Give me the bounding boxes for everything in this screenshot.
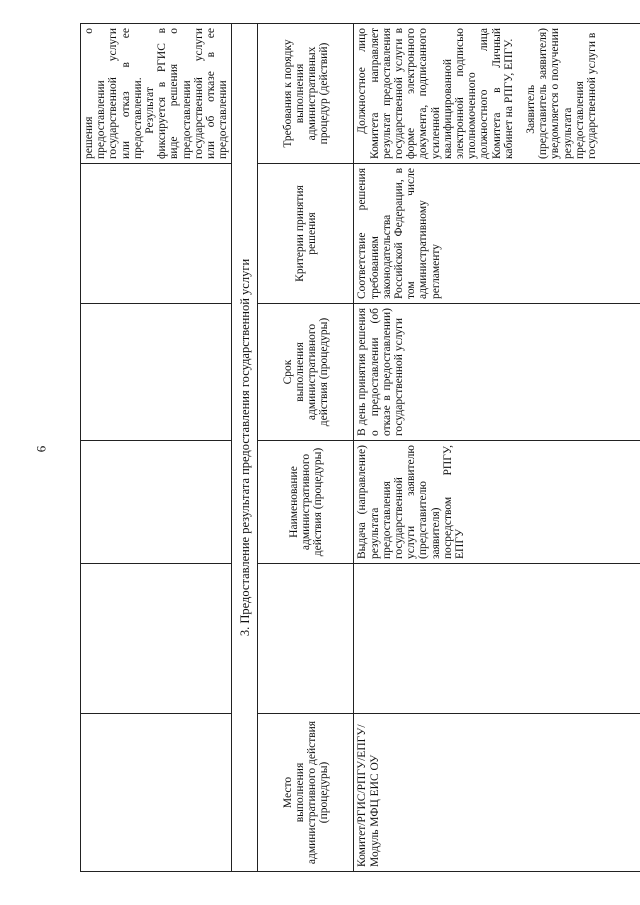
cell-empty [354,564,640,714]
header-criteria: Критерии принятия решения [258,164,354,304]
cont-cell-5 [81,164,232,304]
requirements-paragraph-2: Заявитель (представитель заявителя) уведомляется о получении результата предоставления государственной услуги в [525,28,599,159]
cell-requirements [354,24,640,164]
continuation-text-1: решения о предоставлении государственной услуги или отказ в ее предоставлении. [83,28,144,159]
cell-criteria: Соответствие решения требованиям законодательства Российской Федерации, в том числе административному регламенту [354,164,640,304]
section-title: 3. Предоставление результата предоставления государственной услуги [232,24,258,872]
section-row [232,24,258,872]
cont-cell-3 [81,441,232,564]
cont-cell-1 [81,714,232,872]
procedure-table [80,23,640,872]
cont-cell-6 [81,24,232,164]
table-row [354,24,640,872]
header-row [258,24,354,872]
header-requirements: Требования к порядку выполнения административных процедур (действий) [258,24,354,164]
header-action: Наименование административного действия (процедуры) [258,441,354,564]
continuation-row [81,24,232,872]
cont-cell-4 [81,304,232,441]
header-term: Срок выполнения административного действия (процедуры) [258,304,354,441]
rotated-document [80,24,608,872]
cell-term: В день принятия решения о предоставлении (об отказе в предоставлении) государственной услуги [354,304,640,441]
cont-cell-2 [81,564,232,714]
requirements-paragraph-1: Должностное лицо Комитета направляет результат предоставления государственной услуги в форме электронного документа, подписанного усиленной квалифицированной электронной подписью уполномоченного должностного лица Комитета в Личный кабинет на РПГУ, ЕПГУ. [356,28,515,159]
header-empty [258,564,354,714]
cell-action: Выдача (направление) результата предоставления государственной услуги заявителю (представителю заявителя) посредством РПГУ, ЕПГУ [354,441,640,564]
header-place: Место выполнения административного действия (процедуры) [258,714,354,872]
page-number: 6 [33,445,49,453]
cell-place: Комитет/РГИС/РПГУ/ЕПГУ/ Модуль МФЦ ЕИС ОУ [354,714,640,872]
continuation-text-2: Результат фиксируется в РГИС в виде решения о предоставлении государственной услуги или об отказе в ее предоставлении [144,28,230,159]
